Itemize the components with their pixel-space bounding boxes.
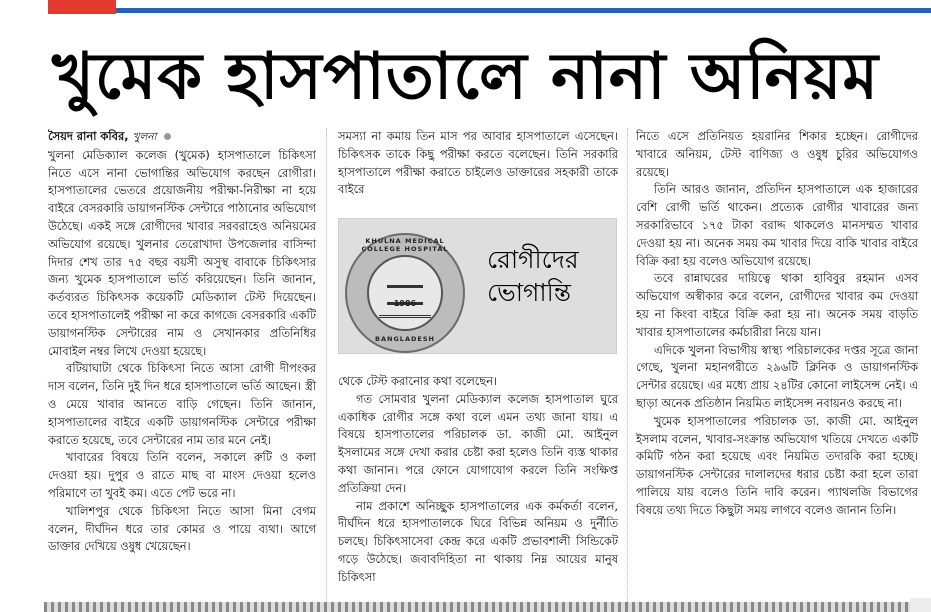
paragraph: তিনি আরও জানান, প্রতিদিন হাসপাতালে এক হাজারের বেশি রোগী ভর্তি থাকেন। প্রত্যেক রোগীর খাবারের জন্য সরকারিভাবে ১৭৫ টাকা বরাদ্দ থাকলেও মানসম্মত খাবার দেওয়া হয় না। অনেক সময় কম খাবার দিয়ে বাকি খাবার বাইরে বিক্রি করা হয় বলেও অভিযোগ রয়েছে।	[636, 182, 918, 268]
seal-top-text: KHULNA MEDICAL COLLEGE HOSPITAL	[361, 237, 449, 253]
seal-bottom-text: BANGLADESH	[375, 335, 435, 343]
top-accent-red	[48, 0, 116, 14]
seal-inner	[367, 255, 443, 331]
hospital-seal-logo	[345, 233, 465, 353]
article-headline: খুমেক হাসপাতালে নানা অনিয়ম	[51, 39, 880, 114]
paragraph: সমস্যা না কমায় তিন মাস পর আবার হাসপাতালে এসেছেন। চিকিৎসক তাকে কিছু পরীক্ষা করতে বলেছেন। তিনি সরকারি হাসপাতালে পরীক্ষা করাতে চাইলেও ডাক্তারের সহকারী তাকে বাইরে	[338, 129, 618, 197]
page-edge	[910, 598, 931, 612]
paragraph: খালিশপুর থেকে চিকিৎসা নিতে আসা মিনা বেগম বলেন, দীর্ঘদিন ধরে তার কোমর ও পায়ে ব্যথা। আগে ডাক্তার দেখিয়ে ওষুধ খেয়েছেন।	[48, 503, 316, 554]
byline-name: সৈয়দ রানা কবির,	[48, 129, 129, 143]
inset-caption-line: ভোগান্তি	[487, 278, 572, 307]
article-column-2-top	[338, 128, 618, 199]
article-column-3	[636, 128, 918, 520]
paragraph: খুমেক হাসপাতালের পরিচালক ডা. কাজী মো. আইনুল ইসলাম বলেন, খাবার-সংক্রান্ত অভিযোগ খতিয়ে দেখতে একটি কমিটি গঠন করা হয়েছে এবং নিয়মিত তদারকি করা হচ্ছে। ডায়াগনস্টিক সেন্টারের দালালদের ধরার চেষ্টা করা হলে তারা পালিয়ে যায় বলেও তিনি দাবি করেন। প্যাথলজি বিভাগের বিষয়ে তথ্য দিতে কিছুটা সময় লাগবে বলেও জানান তিনি।	[636, 413, 918, 517]
top-accent-blue	[116, 8, 931, 13]
inset-caption-line: রোগীদের	[487, 245, 579, 274]
byline-dot-icon	[164, 133, 171, 140]
paragraph: নিতে এসে প্রতিনিয়ত হয়রানির শিকার হচ্ছেন। রোগীদের খাবারে অনিয়ম, টেস্ট বাণিজ্য ও ওষুধ চুরির অভিযোগও রয়েছে।	[636, 129, 918, 179]
seal-year: 1986	[393, 299, 417, 308]
paragraph: এদিকে খুলনা বিভাগীয় স্বাস্থ্য পরিচালকের দপ্তর সূত্রে জানা গেছে, খুলনা মহানগরীতে ২৯৬টি ক্লিনিক ও ডায়াগনস্টিক সেন্টার রয়েছে। এর মধ্যে প্রায় ২৪টির কোনো লাইসেন্স নেই। এ ছাড়া অনেক প্রতিষ্ঠান নিয়মিত লাইসেন্স নবায়নও করছে না।	[636, 342, 918, 410]
column-divider	[326, 128, 327, 608]
byline	[48, 128, 316, 147]
paragraph: গত সোমবার খুলনা মেডিক্যাল কলেজ হাসপাতাল ঘুরে একাধিক রোগীর সঙ্গে কথা বলে এমন তথ্য জানা যায়। এ বিষয়ে হাসপাতালের পরিচালক ডা. কাজী মো. আইনুল ইসলামের সঙ্গে দেখা করার চেষ্টা করা হলেও তিনি ব্যস্ত থাকার কথা জানান। পরে ফোনে যোগাযোগ করলে তিনি সংক্ষিপ্ত প্রতিক্রিয়া দেন।	[338, 391, 618, 495]
inset-image	[338, 218, 617, 354]
paragraph: খুলনা মেডিক্যাল কলেজ (খুমেক) হাসপাতালে চিকিৎসা নিতে এসে নানা ভোগান্তির অভিযোগ করছেন রোগীরা। হাসপাতালের ভেতরে প্রয়োজনীয় পরীক্ষা-নিরীক্ষা না হয়ে বাইরে বেসরকারি ডায়াগনস্টিক সেন্টারে পাঠানোর অভিযোগ উঠেছে। একই সঙ্গে রোগীদের খাবার সরবরাহেও অনিয়মের অভিযোগ রয়েছে। খুলনার তেরোখাদা উপজেলার বাসিন্দা দিদার শেখ তার ৭৫ বছর বয়সী অসুস্থ বাবাকে চিকিৎসার জন্য খুমেক হাসপাতালে ভর্তি করিয়েছেন। তিনি জানান, কর্তব্যরত চিকিৎসক কয়েকটি মেডিক্যাল টেস্ট দিয়েছেন। তবে হাসপাতালেই পরীক্ষা না করে কাগজে বেসরকারি একটি ডায়াগনস্টিক সেন্টারের নাম ও সেখানকার প্রতিনিধির মোবাইল নম্বর লিখে দেওয়া হয়েছে।	[48, 147, 316, 358]
paragraph: বটিয়াঘাটা থেকে চিকিৎসা নিতে আসা রোগী দীপংকর দাস বলেন, তিনি দুই দিন ধরে হাসপাতালে ভর্তি আছেন। স্ত্রী ও মেয়ে খাবার আনতে বাড়ি গেছেন। তিনি জানান, হাসপাতালের বাইরে একটি ডায়াগনস্টিক সেন্টারে পরীক্ষা করাতে হয়েছে, তবে সেন্টারের নাম তার মনে নেই।	[48, 361, 316, 447]
paragraph: খাবারের বিষয়ে তিনি বলেন, সকালে রুটি ও কলা দেওয়া হয়। দুপুর ও রাতে মাছ বা মাংস দেওয়া হলেও পরিমাণে তা খুবই কম। এতে পেট ভরে না।	[48, 450, 316, 500]
byline-place: খুলনা	[132, 131, 157, 143]
column-divider	[627, 128, 628, 608]
article-column-1	[48, 128, 316, 556]
article-column-2-bottom	[338, 373, 618, 587]
paragraph: থেকে টেস্ট করানোর কথা বলেছেন।	[338, 374, 498, 388]
paragraph: তবে রান্নাঘরের দায়িত্বে থাকা হাবিবুর রহমান এসব অভিযোগ অস্বীকার করে বলেন, রোগীদের খাবার কম দেওয়া হয় না কিংবা বাইরে বিক্রি করা হয় না। অনেক সময় বাড়তি খাবার হাসপাতালের কর্মচারীরা নিয়ে যান।	[636, 271, 918, 339]
next-article-strip	[44, 602, 910, 612]
inset-caption	[487, 243, 607, 309]
paragraph: নাম প্রকাশে অনিচ্ছুক হাসপাতালের এক কর্মকর্তা বলেন, দীর্ঘদিন ধরে হাসপাতালকে ঘিরে বিভিন্ন অনিয়ম ও দুর্নীতি চলছে। চিকিৎসাসেবা কেন্দ্র করে একটি প্রভাবশালী সিন্ডিকেট গড়ে উঠেছে। জবাবদিহিতা না থাকায় নিম্ন আয়ের মানুষ চিকিৎসা	[338, 498, 618, 584]
